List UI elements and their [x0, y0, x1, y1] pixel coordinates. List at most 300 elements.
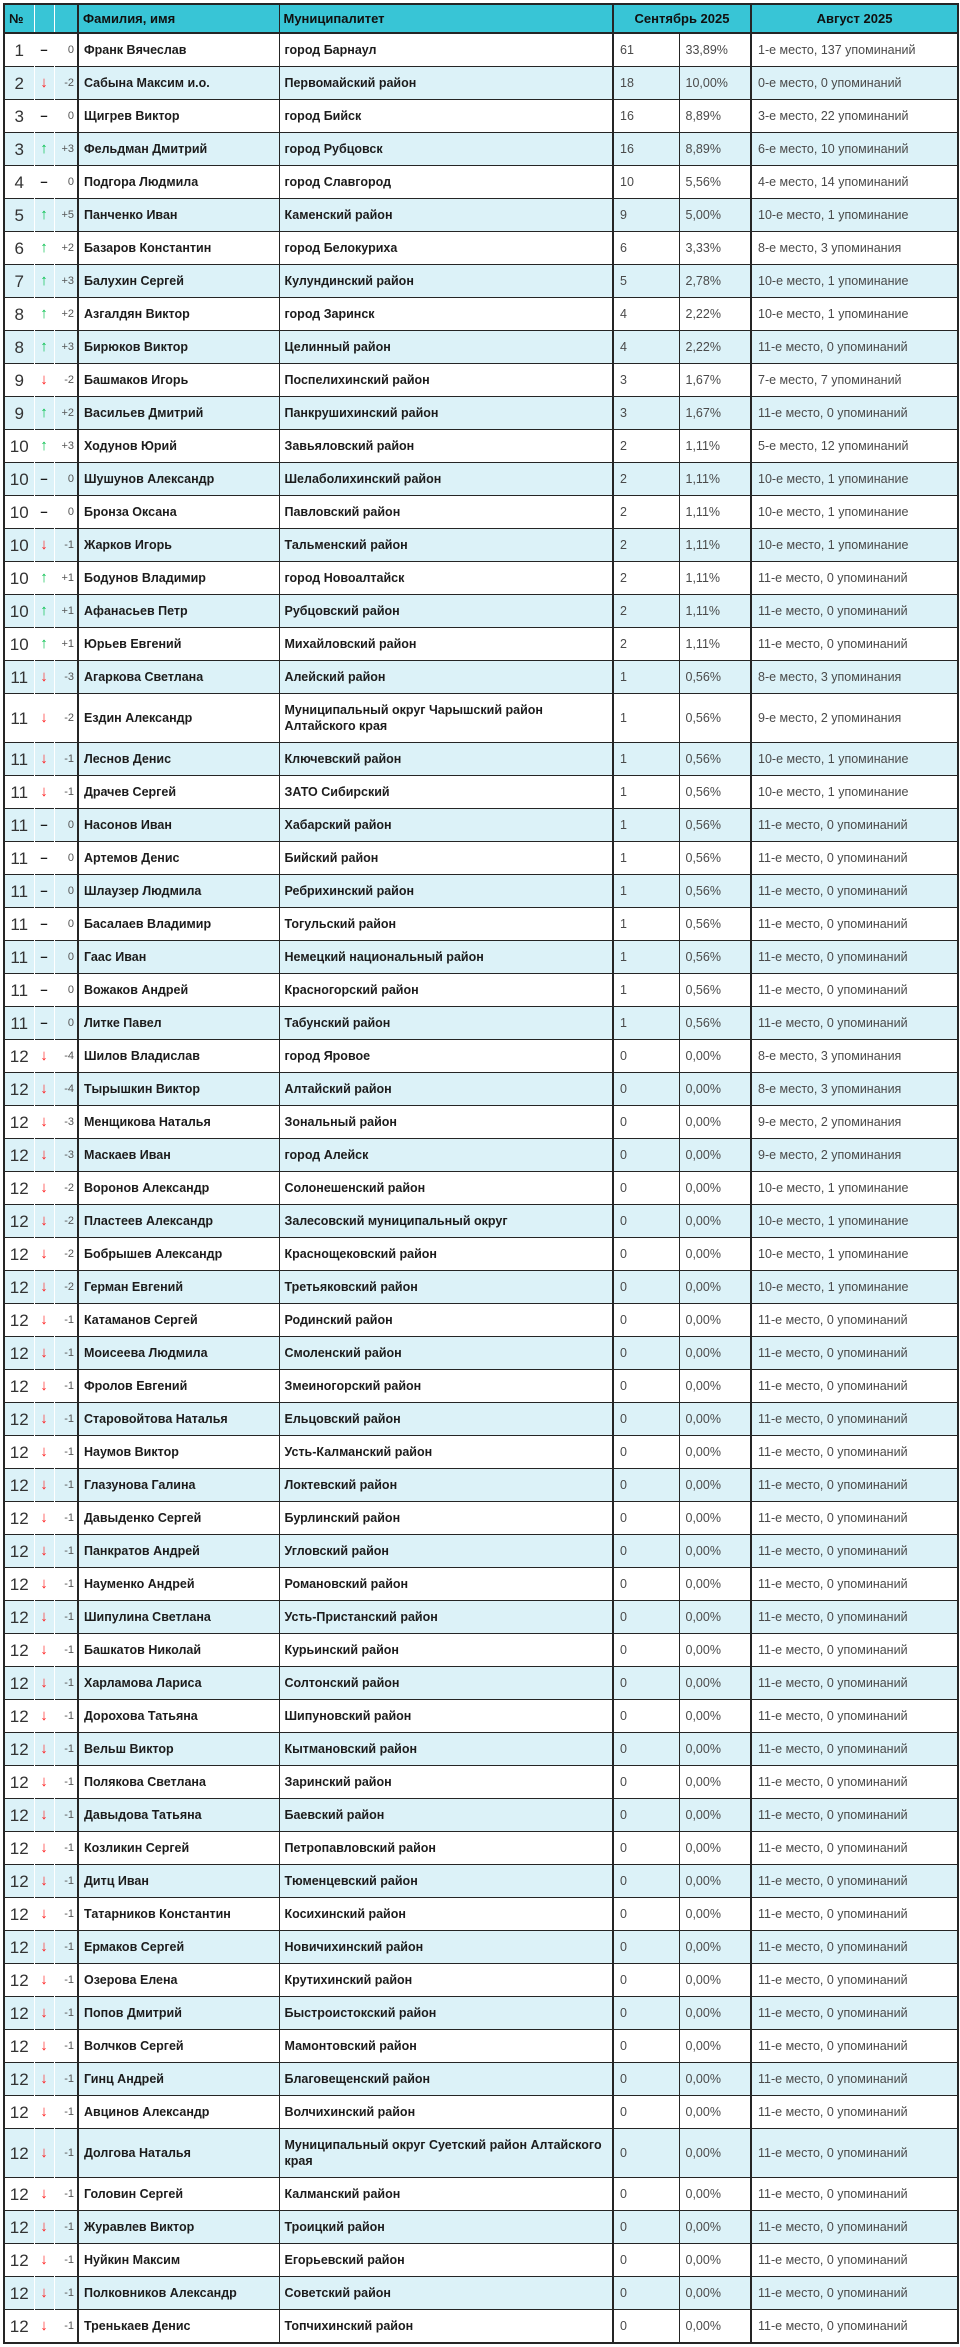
rank-value: 12 — [4, 1304, 34, 1337]
trend-arrow-icon: ↓ — [34, 67, 54, 100]
trend-delta: -1 — [54, 1535, 78, 1568]
table-row — [4, 1205, 958, 1238]
table-row — [4, 100, 958, 133]
september-percent: 5,00% — [679, 199, 751, 232]
rank-value: 12 — [4, 1601, 34, 1634]
municipality-name: Усть-Калманский район — [279, 1436, 613, 1469]
august-info: 11-е место, 0 упоминаний — [758, 851, 908, 865]
trend-arrow-icon: ↓ — [34, 529, 54, 562]
rank-value: 10 — [4, 430, 34, 463]
september-percent: 0,56% — [679, 842, 751, 875]
municipality-name: Залесовский муниципальный округ — [279, 1205, 613, 1238]
table-row — [4, 2211, 958, 2244]
municipality-name: Зональный район — [279, 1106, 613, 1139]
august-info: 10-е место, 1 упоминание — [758, 1280, 909, 1294]
september-count: 0 — [613, 1997, 679, 2030]
rank-value: 12 — [4, 1271, 34, 1304]
trend-delta: 0 — [54, 809, 78, 842]
rank-value: 11 — [4, 1007, 34, 1040]
september-percent: 0,00% — [679, 1568, 751, 1601]
september-count: 0 — [613, 1304, 679, 1337]
rank-value: 5 — [4, 199, 34, 232]
trend-arrow-icon: – — [34, 974, 54, 1007]
municipality-name: Муниципальный округ Суетский район Алтайского края — [279, 2129, 613, 2178]
september-count: 2 — [613, 430, 679, 463]
september-percent: 0,00% — [679, 1337, 751, 1370]
august-info: 11-е место, 0 упоминаний — [758, 1379, 908, 1393]
rank-value: 8 — [4, 298, 34, 331]
august-info: 11-е место, 0 упоминаний — [758, 1907, 908, 1921]
trend-arrow-icon: ↓ — [34, 1601, 54, 1634]
trend-delta: -1 — [54, 1964, 78, 1997]
trend-delta: +1 — [54, 628, 78, 661]
september-percent: 0,00% — [679, 1469, 751, 1502]
table-row — [4, 941, 958, 974]
august-info: 11-е место, 0 упоминаний — [758, 917, 908, 931]
august-info: 10-е место, 1 упоминание — [758, 274, 909, 288]
september-count: 0 — [613, 1700, 679, 1733]
august-info: 11-е место, 0 упоминаний — [758, 2146, 908, 2160]
person-name: Глазунова Галина — [78, 1469, 279, 1502]
table-row — [4, 1403, 958, 1436]
trend-arrow-icon: ↓ — [34, 1865, 54, 1898]
municipality-name: Крутихинский район — [279, 1964, 613, 1997]
trend-arrow-icon: ↓ — [34, 1700, 54, 1733]
table-row — [4, 1601, 958, 1634]
trend-delta: +2 — [54, 232, 78, 265]
rank-value: 10 — [4, 628, 34, 661]
august-info: 11-е место, 0 упоминаний — [758, 2072, 908, 2086]
august-info: 11-е место, 0 упоминаний — [758, 1511, 908, 1525]
person-name: Азгалдян Виктор — [78, 298, 279, 331]
rank-value: 12 — [4, 2244, 34, 2277]
table-row — [4, 2030, 958, 2063]
rank-value: 12 — [4, 1403, 34, 1436]
august-info: 11-е место, 0 упоминаний — [758, 1973, 908, 1987]
person-name: Харламова Лариса — [78, 1667, 279, 1700]
rank-value: 12 — [4, 1931, 34, 1964]
trend-arrow-icon: ↓ — [34, 1832, 54, 1865]
august-info: 10-е место, 1 упоминание — [758, 472, 909, 486]
september-count: 2 — [613, 562, 679, 595]
september-count: 4 — [613, 331, 679, 364]
august-info: 10-е место, 1 упоминание — [758, 785, 909, 799]
trend-delta: +3 — [54, 331, 78, 364]
person-name: Дорохова Татьяна — [78, 1700, 279, 1733]
trend-delta: 0 — [54, 875, 78, 908]
september-percent: 0,00% — [679, 2277, 751, 2310]
september-count: 2 — [613, 496, 679, 529]
september-percent: 1,67% — [679, 364, 751, 397]
august-info: 11-е место, 0 упоминаний — [758, 1478, 908, 1492]
september-percent: 0,00% — [679, 1733, 751, 1766]
municipality-name: Завьяловский район — [279, 430, 613, 463]
september-percent: 0,00% — [679, 2129, 751, 2178]
municipality-name: Баевский район — [279, 1799, 613, 1832]
september-count: 16 — [613, 133, 679, 166]
rank-value: 10 — [4, 595, 34, 628]
september-percent: 1,11% — [679, 496, 751, 529]
august-info: 11-е место, 0 упоминаний — [758, 1016, 908, 1030]
rank-value: 1 — [4, 33, 34, 67]
municipality-name: Заринский район — [279, 1766, 613, 1799]
trend-delta: 0 — [54, 908, 78, 941]
september-percent: 33,89% — [679, 33, 751, 67]
rank-value: 11 — [4, 875, 34, 908]
person-name: Сабына Максим и.о. — [78, 67, 279, 100]
municipality-name: город Рубцовск — [279, 133, 613, 166]
trend-delta: +2 — [54, 397, 78, 430]
person-name: Вельш Виктор — [78, 1733, 279, 1766]
table-row — [4, 463, 958, 496]
person-name: Башкатов Николай — [78, 1634, 279, 1667]
august-info: 8-е место, 3 упоминания — [758, 241, 902, 255]
september-count: 1 — [613, 941, 679, 974]
september-percent: 1,11% — [679, 595, 751, 628]
rank-value: 12 — [4, 1073, 34, 1106]
august-info: 1-е место, 137 упоминаний — [758, 43, 916, 57]
august-info: 11-е место, 0 упоминаний — [758, 1577, 908, 1591]
september-percent: 0,56% — [679, 661, 751, 694]
september-percent: 0,56% — [679, 908, 751, 941]
trend-delta: 0 — [54, 100, 78, 133]
person-name: Полякова Светлана — [78, 1766, 279, 1799]
col-header-september: Сентябрь 2025 — [613, 4, 751, 33]
trend-arrow-icon: ↓ — [34, 1403, 54, 1436]
september-percent: 0,00% — [679, 2096, 751, 2129]
trend-delta: -1 — [54, 2129, 78, 2178]
trend-arrow-icon: ↓ — [34, 1733, 54, 1766]
municipality-name: Хабарский район — [279, 809, 613, 842]
september-percent: 0,56% — [679, 974, 751, 1007]
trend-arrow-icon: – — [34, 809, 54, 842]
person-name: Франк Вячеслав — [78, 33, 279, 67]
table-row — [4, 776, 958, 809]
table-row — [4, 1997, 958, 2030]
trend-arrow-icon: ↓ — [34, 694, 54, 743]
september-percent: 0,00% — [679, 1997, 751, 2030]
municipality-name: Ключевский район — [279, 743, 613, 776]
trend-delta: 0 — [54, 941, 78, 974]
rank-value: 11 — [4, 809, 34, 842]
trend-delta: -1 — [54, 776, 78, 809]
september-count: 0 — [613, 1172, 679, 1205]
september-count: 1 — [613, 743, 679, 776]
table-row — [4, 331, 958, 364]
municipality-name: Топчихинский район — [279, 2310, 613, 2344]
col-header-august: Август 2025 — [751, 4, 958, 33]
trend-delta: +3 — [54, 430, 78, 463]
september-percent: 0,00% — [679, 1898, 751, 1931]
person-name: Гаас Иван — [78, 941, 279, 974]
september-percent: 0,00% — [679, 1799, 751, 1832]
municipality-name: ЗАТО Сибирский — [279, 776, 613, 809]
september-percent: 0,00% — [679, 1370, 751, 1403]
trend-arrow-icon: ↓ — [34, 2063, 54, 2096]
person-name: Тырышкин Виктор — [78, 1073, 279, 1106]
table-row — [4, 496, 958, 529]
table-row — [4, 595, 958, 628]
trend-delta: +3 — [54, 133, 78, 166]
august-info: 10-е место, 1 упоминание — [758, 1214, 909, 1228]
rank-value: 12 — [4, 1700, 34, 1733]
trend-delta: -1 — [54, 2211, 78, 2244]
trend-arrow-icon: ↓ — [34, 2129, 54, 2178]
table-row — [4, 908, 958, 941]
table-row — [4, 1436, 958, 1469]
august-info: 11-е место, 0 упоминаний — [758, 406, 908, 420]
municipality-name: город Бийск — [279, 100, 613, 133]
august-info: 11-е место, 0 упоминаний — [758, 1940, 908, 1954]
table-header — [4, 4, 958, 33]
trend-delta: -2 — [54, 694, 78, 743]
september-count: 2 — [613, 529, 679, 562]
september-percent: 10,00% — [679, 67, 751, 100]
august-info: 10-е место, 1 упоминание — [758, 505, 909, 519]
august-info: 10-е место, 1 упоминание — [758, 538, 909, 552]
person-name: Нуйкин Максим — [78, 2244, 279, 2277]
person-name: Головин Сергей — [78, 2178, 279, 2211]
table-row — [4, 694, 958, 743]
september-percent: 0,00% — [679, 2244, 751, 2277]
trend-arrow-icon: ↓ — [34, 661, 54, 694]
person-name: Ходунов Юрий — [78, 430, 279, 463]
september-count: 0 — [613, 1832, 679, 1865]
september-count: 61 — [613, 33, 679, 67]
trend-delta: -1 — [54, 2244, 78, 2277]
september-percent: 0,00% — [679, 1238, 751, 1271]
september-percent: 1,11% — [679, 430, 751, 463]
municipality-name: Петропавловский район — [279, 1832, 613, 1865]
trend-arrow-icon: ↑ — [34, 628, 54, 661]
table-row — [4, 1469, 958, 1502]
september-count: 0 — [613, 1931, 679, 1964]
august-info: 11-е место, 0 упоминаний — [758, 1610, 908, 1624]
municipality-name: Тогульский район — [279, 908, 613, 941]
person-name: Шушунов Александр — [78, 463, 279, 496]
municipality-name: Краснощековский район — [279, 1238, 613, 1271]
trend-arrow-icon: ↓ — [34, 1073, 54, 1106]
september-percent: 0,00% — [679, 1964, 751, 1997]
september-percent: 0,00% — [679, 1832, 751, 1865]
trend-arrow-icon: ↓ — [34, 2244, 54, 2277]
trend-arrow-icon: ↓ — [34, 1106, 54, 1139]
trend-delta: -4 — [54, 1073, 78, 1106]
september-percent: 0,56% — [679, 875, 751, 908]
municipality-name: Панкрушихинский район — [279, 397, 613, 430]
trend-delta: 0 — [54, 1007, 78, 1040]
trend-delta: -1 — [54, 1568, 78, 1601]
september-count: 1 — [613, 694, 679, 743]
table-row — [4, 1832, 958, 1865]
col-header-rank: № — [4, 4, 34, 33]
municipality-name: Мамонтовский район — [279, 2030, 613, 2063]
august-info: 11-е место, 0 упоминаний — [758, 1346, 908, 1360]
september-count: 2 — [613, 628, 679, 661]
person-name: Бронза Оксана — [78, 496, 279, 529]
august-info: 9-е место, 2 упоминания — [758, 1115, 902, 1129]
person-name: Шипулина Светлана — [78, 1601, 279, 1634]
trend-arrow-icon: ↓ — [34, 2096, 54, 2129]
trend-delta: +2 — [54, 298, 78, 331]
august-info: 8-е место, 3 упоминания — [758, 670, 902, 684]
august-info: 11-е место, 0 упоминаний — [758, 2319, 908, 2333]
august-info: 6-е место, 10 упоминаний — [758, 142, 909, 156]
august-info: 9-е место, 2 упоминания — [758, 1148, 902, 1162]
trend-delta: -1 — [54, 1667, 78, 1700]
august-info: 11-е место, 0 упоминаний — [758, 2187, 908, 2201]
person-name: Наумов Виктор — [78, 1436, 279, 1469]
table-row — [4, 2096, 958, 2129]
august-info: 11-е место, 0 упоминаний — [758, 983, 908, 997]
municipality-name: Бурлинский район — [279, 1502, 613, 1535]
trend-delta: -1 — [54, 529, 78, 562]
august-info: 11-е место, 0 упоминаний — [758, 1874, 908, 1888]
september-percent: 0,00% — [679, 2178, 751, 2211]
august-info: 11-е место, 0 упоминаний — [758, 1313, 908, 1327]
trend-delta: 0 — [54, 463, 78, 496]
september-count: 0 — [613, 2096, 679, 2129]
trend-delta: +3 — [54, 265, 78, 298]
rank-value: 12 — [4, 2129, 34, 2178]
trend-arrow-icon: – — [34, 496, 54, 529]
trend-delta: -3 — [54, 1106, 78, 1139]
september-count: 2 — [613, 463, 679, 496]
municipality-name: город Яровое — [279, 1040, 613, 1073]
trend-delta: -3 — [54, 661, 78, 694]
rank-value: 12 — [4, 1436, 34, 1469]
rank-value: 12 — [4, 1535, 34, 1568]
person-name: Давыдова Татьяна — [78, 1799, 279, 1832]
municipality-name: Романовский район — [279, 1568, 613, 1601]
person-name: Балухин Сергей — [78, 265, 279, 298]
trend-arrow-icon: ↓ — [34, 1634, 54, 1667]
person-name: Ездин Александр — [78, 694, 279, 743]
august-info: 11-е место, 0 упоминаний — [758, 1808, 908, 1822]
table-row — [4, 232, 958, 265]
person-name: Панкратов Андрей — [78, 1535, 279, 1568]
september-percent: 3,33% — [679, 232, 751, 265]
trend-arrow-icon: – — [34, 100, 54, 133]
table-row — [4, 529, 958, 562]
trend-arrow-icon: ↓ — [34, 1139, 54, 1172]
august-info: 10-е место, 1 упоминание — [758, 1181, 909, 1195]
september-count: 0 — [613, 1403, 679, 1436]
person-name: Озерова Елена — [78, 1964, 279, 1997]
table-row — [4, 133, 958, 166]
september-count: 0 — [613, 1535, 679, 1568]
trend-arrow-icon: – — [34, 842, 54, 875]
trend-arrow-icon: – — [34, 908, 54, 941]
trend-delta: -1 — [54, 743, 78, 776]
september-count: 0 — [613, 1766, 679, 1799]
trend-delta: -1 — [54, 1469, 78, 1502]
table-row — [4, 1634, 958, 1667]
september-percent: 0,56% — [679, 694, 751, 743]
table-row — [4, 1733, 958, 1766]
trend-arrow-icon: ↓ — [34, 1469, 54, 1502]
august-info: 8-е место, 3 упоминания — [758, 1082, 902, 1096]
trend-arrow-icon: ↑ — [34, 232, 54, 265]
table-row — [4, 2244, 958, 2277]
rank-value: 12 — [4, 1238, 34, 1271]
august-info: 11-е место, 0 упоминаний — [758, 1676, 908, 1690]
september-count: 0 — [613, 2277, 679, 2310]
trend-delta: -3 — [54, 1139, 78, 1172]
trend-delta: -1 — [54, 2277, 78, 2310]
trend-delta: -1 — [54, 1766, 78, 1799]
rank-value: 11 — [4, 694, 34, 743]
september-count: 1 — [613, 809, 679, 842]
trend-delta: -2 — [54, 364, 78, 397]
person-name: Авцинов Александр — [78, 2096, 279, 2129]
col-header-municipality: Муниципалитет — [279, 4, 613, 33]
person-name: Насонов Иван — [78, 809, 279, 842]
trend-arrow-icon: ↑ — [34, 430, 54, 463]
trend-delta: 0 — [54, 842, 78, 875]
municipality-name: Локтевский район — [279, 1469, 613, 1502]
trend-arrow-icon: ↓ — [34, 1271, 54, 1304]
rank-value: 8 — [4, 331, 34, 364]
september-count: 0 — [613, 1733, 679, 1766]
table-row — [4, 2310, 958, 2344]
september-count: 0 — [613, 2129, 679, 2178]
august-info: 11-е место, 0 упоминаний — [758, 950, 908, 964]
september-percent: 0,56% — [679, 809, 751, 842]
september-count: 0 — [613, 1040, 679, 1073]
trend-delta: +1 — [54, 595, 78, 628]
september-percent: 0,56% — [679, 743, 751, 776]
table-row — [4, 1238, 958, 1271]
trend-arrow-icon: ↓ — [34, 2030, 54, 2063]
september-percent: 0,00% — [679, 1700, 751, 1733]
september-count: 0 — [613, 1436, 679, 1469]
trend-delta: -1 — [54, 2063, 78, 2096]
september-count: 9 — [613, 199, 679, 232]
table-row — [4, 2129, 958, 2178]
trend-arrow-icon: ↓ — [34, 1172, 54, 1205]
rank-value: 12 — [4, 1964, 34, 1997]
rank-value: 12 — [4, 1469, 34, 1502]
august-info: 11-е место, 0 упоминаний — [758, 1709, 908, 1723]
september-percent: 0,00% — [679, 1766, 751, 1799]
table-row — [4, 1139, 958, 1172]
september-percent: 0,00% — [679, 1205, 751, 1238]
september-percent: 0,00% — [679, 1865, 751, 1898]
municipality-name: Красногорский район — [279, 974, 613, 1007]
rank-value: 12 — [4, 1634, 34, 1667]
rank-value: 2 — [4, 67, 34, 100]
rank-value: 3 — [4, 100, 34, 133]
august-info: 11-е место, 0 упоминаний — [758, 571, 908, 585]
table-row — [4, 166, 958, 199]
col-header-trend — [34, 4, 54, 33]
municipality-name: Ребрихинский район — [279, 875, 613, 908]
trend-delta: -2 — [54, 67, 78, 100]
trend-arrow-icon: ↓ — [34, 2211, 54, 2244]
trend-delta: -1 — [54, 1337, 78, 1370]
september-count: 3 — [613, 364, 679, 397]
person-name: Старовойтова Наталья — [78, 1403, 279, 1436]
trend-arrow-icon: ↓ — [34, 1205, 54, 1238]
rank-value: 10 — [4, 529, 34, 562]
september-count: 0 — [613, 2030, 679, 2063]
municipality-name: Родинский район — [279, 1304, 613, 1337]
municipality-name: город Белокуриха — [279, 232, 613, 265]
trend-delta: -2 — [54, 1172, 78, 1205]
rank-value: 6 — [4, 232, 34, 265]
person-name: Афанасьев Петр — [78, 595, 279, 628]
